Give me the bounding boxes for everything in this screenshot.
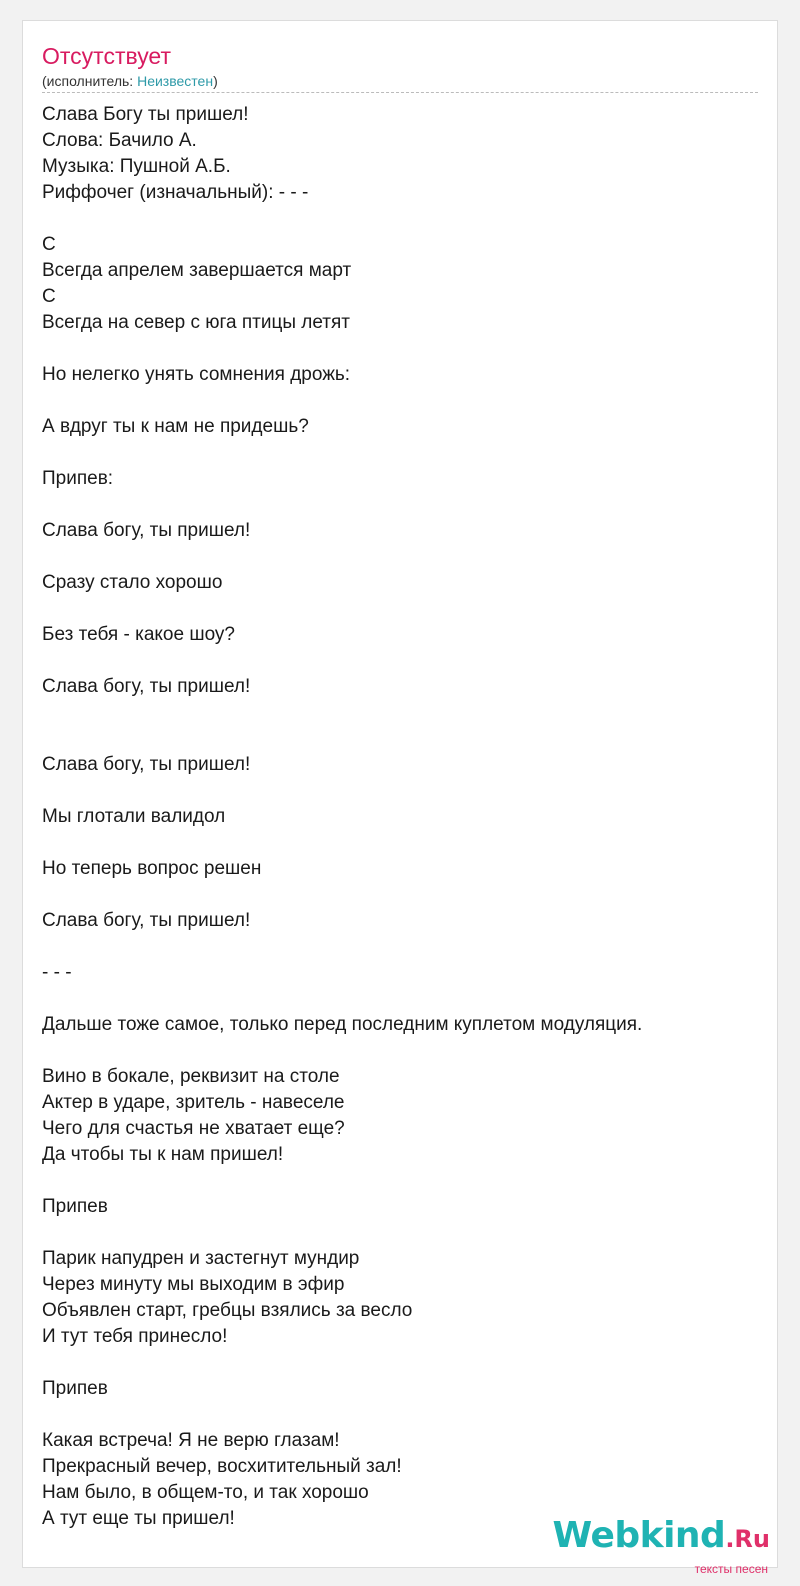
- lyric-line: Слава богу, ты пришел!: [42, 676, 251, 697]
- lyric-line: [42, 882, 758, 908]
- lyric-line: [42, 440, 758, 466]
- artist-link[interactable]: Неизвестен: [137, 73, 214, 89]
- lyric-line: Какая встреча! Я не верю глазам!: [42, 1430, 340, 1451]
- lyric-line: Слава богу, ты пришел!: [42, 754, 251, 775]
- lyric-line: [42, 336, 758, 362]
- logo-main-text: Webkind: [552, 1515, 726, 1556]
- song-title: Отсутствует: [42, 43, 171, 69]
- lyric-line: Но нелегко унять сомнения дрожь:: [42, 364, 351, 385]
- lyric-line: Припев:: [42, 468, 114, 489]
- lyric-line: [42, 1038, 758, 1064]
- lyric-line: Мы глотали валидол: [42, 806, 226, 827]
- artist-line: [42, 72, 218, 90]
- lyric-line: [42, 596, 758, 622]
- lyric-line: - - -: [42, 962, 72, 983]
- lyric-line: [42, 1402, 758, 1428]
- lyric-line: Слова: Бачило А.: [42, 130, 197, 151]
- artist-suffix: ): [213, 73, 218, 89]
- lyric-line: Слава богу, ты пришел!: [42, 520, 251, 541]
- lyric-line: Припев: [42, 1196, 108, 1217]
- lyric-line: [42, 544, 758, 570]
- lyric-line: C: [42, 234, 56, 255]
- lyric-line: Дальше тоже самое, только перед последним куплетом модуляция.: [42, 1014, 643, 1035]
- lyric-line: C: [42, 286, 56, 307]
- lyric-line: Без тебя - какое шоу?: [42, 624, 235, 645]
- lyrics-body: [42, 102, 758, 1532]
- lyric-line: Но теперь вопрос решен: [42, 858, 262, 879]
- lyric-line: А тут еще ты пришел!: [42, 1508, 235, 1529]
- lyric-line: [42, 1350, 758, 1376]
- lyric-line: Актер в ударе, зритель - навеселе: [42, 1092, 345, 1113]
- webkind-logo[interactable]: [552, 1515, 770, 1556]
- lyric-line: И тут тебя принесло!: [42, 1326, 228, 1347]
- lyric-line: [42, 492, 758, 518]
- lyric-line: Вино в бокале, реквизит на столе: [42, 1066, 340, 1087]
- lyric-line: [42, 934, 758, 960]
- lyric-line: Парик напудрен и застегнут мундир: [42, 1248, 360, 1269]
- lyric-line: Припев: [42, 1378, 108, 1399]
- lyric-line: Объявлен старт, гребцы взялись за весло: [42, 1300, 413, 1321]
- lyric-line: [42, 388, 758, 414]
- lyric-line: [42, 648, 758, 674]
- lyric-line: Музыка: Пушной А.Б.: [42, 156, 231, 177]
- lyric-line: Всегда на север с юга птицы летят: [42, 312, 350, 333]
- logo-suffix-text: .Ru: [725, 1525, 770, 1553]
- logo-tagline: тексты песен: [694, 1562, 768, 1576]
- lyric-line: А вдруг ты к нам не придешь?: [42, 416, 309, 437]
- lyric-line: Слава богу, ты пришел!: [42, 910, 251, 931]
- lyric-line: Чего для счастья не хватает еще?: [42, 1118, 345, 1139]
- lyric-line: Сразу стало хорошо: [42, 572, 223, 593]
- lyric-line: [42, 778, 758, 804]
- lyric-line: [42, 830, 758, 856]
- lyric-line: [42, 986, 758, 1012]
- lyric-line: Да чтобы ты к нам пришел!: [42, 1144, 284, 1165]
- lyric-line: [42, 726, 758, 752]
- lyric-line: [42, 206, 758, 232]
- lyric-line: Слава Богу ты пришел!: [42, 104, 249, 125]
- lyric-line: [42, 1168, 758, 1194]
- lyric-line: Всегда апрелем завершается март: [42, 260, 352, 281]
- lyric-line: [42, 1220, 758, 1246]
- lyric-line: Прекрасный вечер, восхитительный зал!: [42, 1456, 402, 1477]
- artist-prefix: (исполнитель:: [42, 73, 138, 89]
- title-divider: [42, 92, 758, 93]
- lyric-line: Нам было, в общем-то, и так хорошо: [42, 1482, 369, 1503]
- lyric-line: Риффочег (изначальный): - - -: [42, 182, 309, 203]
- lyric-line: Через минуту мы выходим в эфир: [42, 1274, 345, 1295]
- lyric-line: [42, 700, 758, 726]
